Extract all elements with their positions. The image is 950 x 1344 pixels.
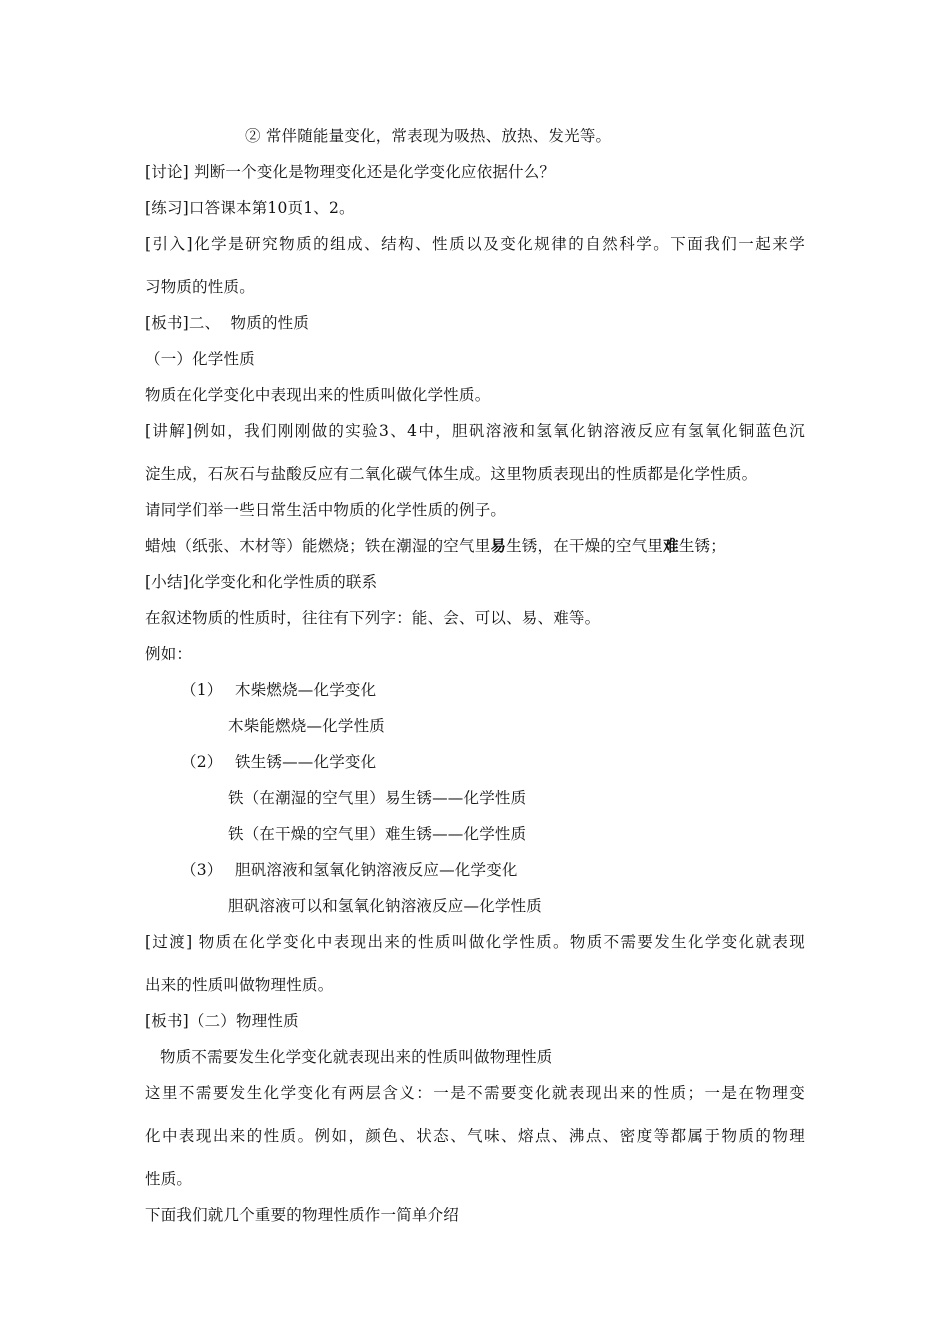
- example-3-change: 胆矾溶液和氢氧化钠溶液反应—化学变化: [235, 861, 518, 879]
- line-energy-change: ② 常伴随能量变化，常表现为吸热、放热、发光等。: [245, 127, 612, 145]
- example-3-number: （3）: [181, 861, 223, 879]
- example-1-property: 木柴能燃烧—化学性质: [228, 717, 386, 735]
- line-candle-example: [145, 536, 726, 556]
- line-meaning-cont: 化中表现出来的性质。例如，颜色、状态、气味、熔点、沸点、密度等都属于物质的物理: [145, 1127, 805, 1145]
- example-1-number: （1）: [181, 681, 223, 699]
- example-2-change: 铁生锈——化学变化: [235, 753, 377, 771]
- emphasis-easy: 易: [490, 536, 507, 555]
- line-ask-examples: 请同学们举一些日常生活中物质的化学性质的例子。: [145, 501, 507, 519]
- line-transition: [过渡] 物质在化学变化中表现出来的性质叫做化学性质。物质不需要发生化学变化就表现: [145, 933, 805, 951]
- example-1-change: 木柴燃烧—化学变化: [235, 681, 377, 699]
- line-physical-property-definition: 物质不需要发生化学变化就表现出来的性质叫做物理性质: [160, 1048, 553, 1066]
- example-2-property-hard: 铁（在干燥的空气里）难生锈——化学性质: [228, 825, 527, 843]
- line-next-intro: 下面我们就几个重要的物理性质作一简单介绍: [145, 1206, 460, 1224]
- example-2-number: （2）: [181, 753, 223, 771]
- line-summary: [小结]化学变化和化学性质的联系: [145, 573, 378, 591]
- line-meaning-end: 性质。: [145, 1170, 193, 1188]
- line-explanation: [讲解]例如，我们刚刚做的实验3、4中，胆矾溶液和氢氧化钠溶液反应有氢氧化铜蓝色沉: [145, 422, 805, 440]
- emphasis-hard: 难: [663, 536, 679, 555]
- candle-text-part: 生锈，在干燥的空气里: [506, 537, 664, 555]
- example-3-property: 胆矾溶液可以和氢氧化钠溶液反应—化学性质: [228, 897, 543, 915]
- line-exercise: [练习]口答课本第10页1、2。: [145, 199, 355, 217]
- line-intro: [引入]化学是研究物质的组成、结构、性质以及变化规律的自然科学。下面我们一起来学: [145, 235, 805, 253]
- candle-text-part: 蜡烛（纸张、木材等）能燃烧；铁在潮湿的空气里: [145, 537, 491, 555]
- line-meaning: 这里不需要发生化学变化有两层含义：一是不需要变化就表现出来的性质；一是在物理变: [145, 1084, 805, 1102]
- line-keywords: 在叙述物质的性质时，往往有下列字：能、会、可以、易、难等。: [145, 609, 601, 627]
- line-transition-cont: 出来的性质叫做物理性质。: [145, 976, 334, 994]
- line-for-example: 例如：: [145, 645, 193, 663]
- line-discussion: [讨论] 判断一个变化是物理变化还是化学变化应依据什么？: [145, 163, 556, 181]
- line-chemical-property-heading: （一）化学性质: [145, 350, 255, 368]
- line-chemical-property-definition: 物质在化学变化中表现出来的性质叫做化学性质。: [145, 386, 491, 404]
- example-2-property-easy: 铁（在潮湿的空气里）易生锈——化学性质: [228, 789, 527, 807]
- line-intro-cont: 习物质的性质。: [145, 278, 255, 296]
- candle-text-part: 生锈；: [678, 537, 726, 555]
- line-physical-property-heading: [板书]（二）物理性质: [145, 1012, 299, 1030]
- line-board-heading-2: [板书]二、 物质的性质: [145, 314, 310, 332]
- line-explanation-cont: 淀生成，石灰石与盐酸反应有二氧化碳气体生成。这里物质表现出的性质都是化学性质。: [145, 465, 758, 483]
